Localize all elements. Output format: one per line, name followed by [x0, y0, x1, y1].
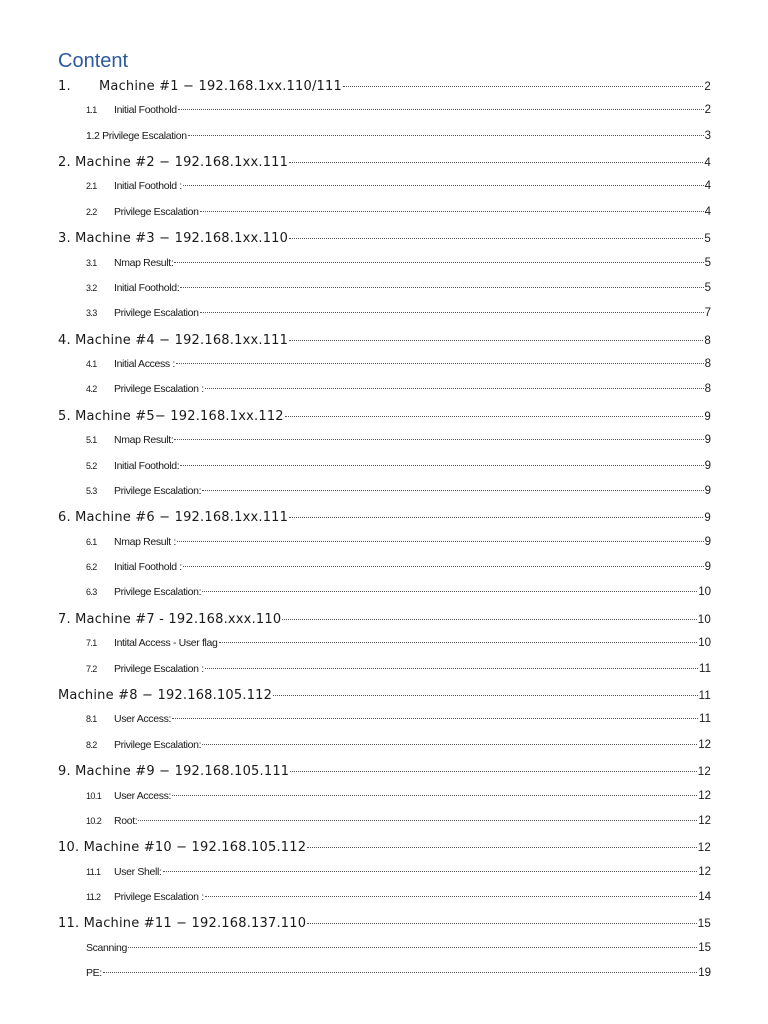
- toc-entry[interactable]: [58, 177, 711, 197]
- toc-entry-label: Scanning: [86, 941, 127, 954]
- toc-entry[interactable]: [58, 76, 711, 96]
- dot-leader: [183, 174, 704, 186]
- toc-entry-page-number: 2: [704, 81, 711, 93]
- toc-entry[interactable]: [58, 507, 711, 527]
- toc-entry-label: 3. Machine #3 − 192.168.1xx.110: [58, 231, 289, 246]
- toc-entry-label: 6. Machine #6 − 192.168.1xx.111: [58, 510, 289, 525]
- toc-entry[interactable]: [58, 279, 711, 299]
- toc-entry-label: 4. Machine #4 − 192.168.1xx.111: [58, 333, 289, 348]
- dot-leader: [128, 936, 697, 948]
- toc-entry-number: 7.2: [86, 663, 97, 674]
- toc-entry-number: 4.1: [86, 358, 97, 369]
- toc-entry-label: 10. Machine #10 − 192.168.105.112: [58, 840, 307, 855]
- toc-entry-number: 1.: [58, 79, 71, 94]
- toc-entry[interactable]: [58, 127, 711, 147]
- toc-entry-number: 3.3: [86, 307, 97, 318]
- dot-leader: [289, 504, 703, 518]
- dot-leader: [163, 860, 698, 872]
- dot-leader: [188, 124, 704, 136]
- toc-entry-label: Nmap Result:: [114, 256, 174, 269]
- toc-entry-number: 5.1: [86, 434, 97, 445]
- dot-leader: [176, 352, 704, 364]
- toc-entry-number: 11.2: [86, 891, 101, 902]
- dot-leader: [174, 428, 703, 440]
- dot-leader: [174, 251, 703, 263]
- toc-entry-page-number: 12: [697, 766, 711, 778]
- toc-entry-page-number: 10: [698, 585, 711, 598]
- dot-leader: [172, 784, 697, 796]
- toc-entry-page-number: 10: [697, 614, 711, 626]
- dot-leader: [177, 530, 704, 542]
- toc-entry-page-number: 8: [704, 335, 711, 347]
- toc-entry-label: 9. Machine #9 − 192.168.105.111: [58, 764, 290, 779]
- dot-leader: [202, 580, 697, 592]
- toc-entry[interactable]: [58, 888, 711, 908]
- toc-entry[interactable]: [58, 812, 711, 832]
- toc-entry-page-number: 4: [704, 205, 711, 218]
- dot-leader: [205, 885, 697, 897]
- toc-entry-page-number: 5: [704, 256, 711, 269]
- toc-entry[interactable]: [58, 228, 711, 248]
- toc-entry[interactable]: [58, 101, 711, 121]
- dot-leader: [180, 276, 703, 288]
- toc-entry-label: Privilege Escalation:: [114, 484, 202, 497]
- toc-entry[interactable]: [58, 558, 711, 578]
- toc-entry[interactable]: [58, 685, 711, 705]
- toc-entry-label: Initial Foothold :: [114, 560, 182, 573]
- toc-entry-label: Privilege Escalation :: [114, 890, 204, 903]
- toc-entry-number: 2.1: [86, 180, 97, 191]
- toc-entry-page-number: 7: [704, 306, 711, 319]
- toc-entry-page-number: 10: [698, 636, 711, 649]
- dot-leader: [285, 403, 704, 417]
- toc-entry-label: Initial Foothold: [114, 103, 177, 116]
- toc-entry[interactable]: [58, 152, 711, 172]
- toc-entry-page-number: 11: [699, 662, 711, 675]
- dot-leader: [307, 834, 697, 848]
- toc-entry[interactable]: [58, 787, 711, 807]
- toc-entry-label: Nmap Result:: [114, 433, 174, 446]
- toc-entry-page-number: 8: [704, 382, 711, 395]
- toc-entry[interactable]: [58, 203, 711, 223]
- dot-leader: [172, 707, 698, 719]
- toc-entry-page-number: 15: [697, 918, 711, 930]
- toc-entry-page-number: 14: [698, 890, 711, 903]
- toc-entry[interactable]: [58, 330, 711, 350]
- toc-entry-page-number: 2: [704, 103, 711, 116]
- toc-entry-number: 6.2: [86, 561, 97, 572]
- toc-entry-number: 7.1: [86, 637, 97, 648]
- toc-entry-page-number: 4: [704, 157, 711, 169]
- toc-entry-label: 7. Machine #7 - 192.168.xxx.110: [58, 612, 282, 627]
- toc-entry-page-number: 12: [697, 842, 711, 854]
- toc-entry-page-number: 12: [698, 865, 711, 878]
- dot-leader: [200, 301, 704, 313]
- dot-leader: [200, 200, 704, 212]
- toc-entry-number: 6.3: [86, 586, 97, 597]
- toc-entry[interactable]: [58, 761, 711, 781]
- toc-entry-number: 10.2: [86, 815, 102, 826]
- toc-entry-page-number: 12: [698, 814, 711, 827]
- toc-entry[interactable]: [58, 736, 711, 756]
- toc-entry[interactable]: [58, 533, 711, 553]
- dot-leader: [202, 733, 697, 745]
- toc-entry-page-number: 9: [704, 459, 711, 472]
- dot-leader: [289, 225, 703, 239]
- toc-entry-label: Privilege Escalation: [114, 306, 199, 319]
- toc-entry-label: 2. Machine #2 − 192.168.1xx.111: [58, 155, 289, 170]
- toc-entry-label: Privilege Escalation :: [114, 662, 204, 675]
- toc-entry-label: Privilege Escalation:: [114, 738, 202, 751]
- dot-leader: [183, 555, 704, 567]
- toc-entry[interactable]: [58, 710, 711, 730]
- toc-entry-page-number: 15: [698, 941, 711, 954]
- toc-entry-page-number: 9: [704, 512, 711, 524]
- toc-entry-label: Machine #8 − 192.168.105.112: [58, 688, 273, 703]
- toc-entry-number: 5.2: [86, 460, 97, 471]
- toc-entry-label: Initial Foothold :: [114, 179, 182, 192]
- toc-entry-number: 2.2: [86, 206, 97, 217]
- toc-entry[interactable]: [58, 431, 711, 451]
- dot-leader: [138, 809, 697, 821]
- toc-entry-label: Initial Foothold:: [114, 281, 180, 294]
- toc-entry[interactable]: [58, 837, 711, 857]
- toc-entry-number: 1.1: [86, 104, 97, 115]
- toc-entry-label: Initial Foothold:: [114, 459, 180, 472]
- toc-entry-label: 11. Machine #11 − 192.168.137.110: [58, 916, 307, 931]
- toc-entry-label: User Access:: [114, 712, 172, 725]
- toc-entry-number: 3.1: [86, 257, 97, 268]
- toc-entry-page-number: 8: [704, 357, 711, 370]
- toc-entry-label: Root:: [114, 814, 138, 827]
- dot-leader: [103, 961, 697, 973]
- toc-entry[interactable]: [58, 660, 711, 680]
- dot-leader: [289, 327, 703, 341]
- toc-entry-number: 10.1: [86, 790, 102, 801]
- dot-leader: [205, 657, 698, 669]
- toc-entry-page-number: 12: [698, 789, 711, 802]
- dot-leader: [180, 454, 703, 466]
- toc-entry[interactable]: [58, 304, 711, 324]
- toc-heading: Content: [58, 50, 129, 72]
- toc-entry-page-number: 3: [704, 129, 711, 142]
- toc-entry[interactable]: [58, 583, 711, 603]
- toc-entry[interactable]: [58, 964, 711, 984]
- toc-entry-label: Machine #1 − 192.168.1xx.110/111: [99, 79, 342, 94]
- toc-entry-label: Nmap Result :: [114, 535, 176, 548]
- toc-entry-number: 4.2: [86, 383, 97, 394]
- toc-entry[interactable]: [58, 457, 711, 477]
- toc-entry-label: 1.2 Privilege Escalation: [86, 129, 187, 142]
- toc-entry-number: 11.1: [86, 866, 101, 877]
- dot-leader: [202, 479, 703, 491]
- dot-leader: [289, 149, 703, 163]
- dot-leader: [178, 98, 704, 110]
- toc-entry-number: 8.2: [86, 739, 97, 750]
- toc-entry-number: 8.1: [86, 713, 97, 724]
- toc-entry[interactable]: [58, 634, 711, 654]
- dot-leader: [273, 682, 698, 696]
- toc-entry-page-number: 9: [704, 560, 711, 573]
- toc-entry-label: Privilege Escalation :: [114, 382, 204, 395]
- toc-entry-page-number: 9: [704, 535, 711, 548]
- toc-entry-page-number: 5: [704, 233, 711, 245]
- toc-entry-page-number: 12: [698, 738, 711, 751]
- toc-entry-label: Privilege Escalation: [114, 205, 199, 218]
- toc-entry-page-number: 9: [704, 433, 711, 446]
- toc-entry-label: PE:: [86, 966, 102, 979]
- toc-entry-label: Privilege Escalation:: [114, 585, 202, 598]
- toc-entry[interactable]: [58, 406, 711, 426]
- toc-entry-page-number: 9: [704, 484, 711, 497]
- dot-leader: [282, 606, 696, 620]
- toc-entry-number: 5.3: [86, 485, 97, 496]
- dot-leader: [290, 758, 697, 772]
- toc-entry[interactable]: [58, 609, 711, 629]
- toc-entry[interactable]: [58, 482, 711, 502]
- toc-entry-number: 6.1: [86, 536, 97, 547]
- toc-entry[interactable]: [58, 939, 711, 959]
- toc-entry-label: Intital Access - User flag: [114, 636, 218, 649]
- toc-entry[interactable]: [58, 254, 711, 274]
- toc-entry[interactable]: [58, 913, 711, 933]
- toc-entry-page-number: 5: [704, 281, 711, 294]
- toc-entry-label: Initial Access :: [114, 357, 175, 370]
- toc-entry[interactable]: [58, 863, 711, 883]
- toc-entry-page-number: 9: [704, 411, 711, 423]
- toc-entry-page-number: 11: [698, 690, 711, 702]
- dot-leader: [343, 73, 703, 87]
- dot-leader: [219, 631, 698, 643]
- toc-entry-label: 5. Machine #5− 192.168.1xx.112: [58, 409, 284, 424]
- toc-entry-label: User Shell:: [114, 865, 162, 878]
- toc-entry[interactable]: [58, 355, 711, 375]
- toc-entry-page-number: 11: [699, 712, 711, 725]
- toc-entry-page-number: 4: [704, 179, 711, 192]
- dot-leader: [205, 377, 704, 389]
- toc-entry-label: User Access:: [114, 789, 172, 802]
- toc-entry-page-number: 19: [698, 966, 711, 979]
- toc-entry[interactable]: [58, 380, 711, 400]
- toc-entry-number: 3.2: [86, 282, 97, 293]
- dot-leader: [307, 910, 697, 924]
